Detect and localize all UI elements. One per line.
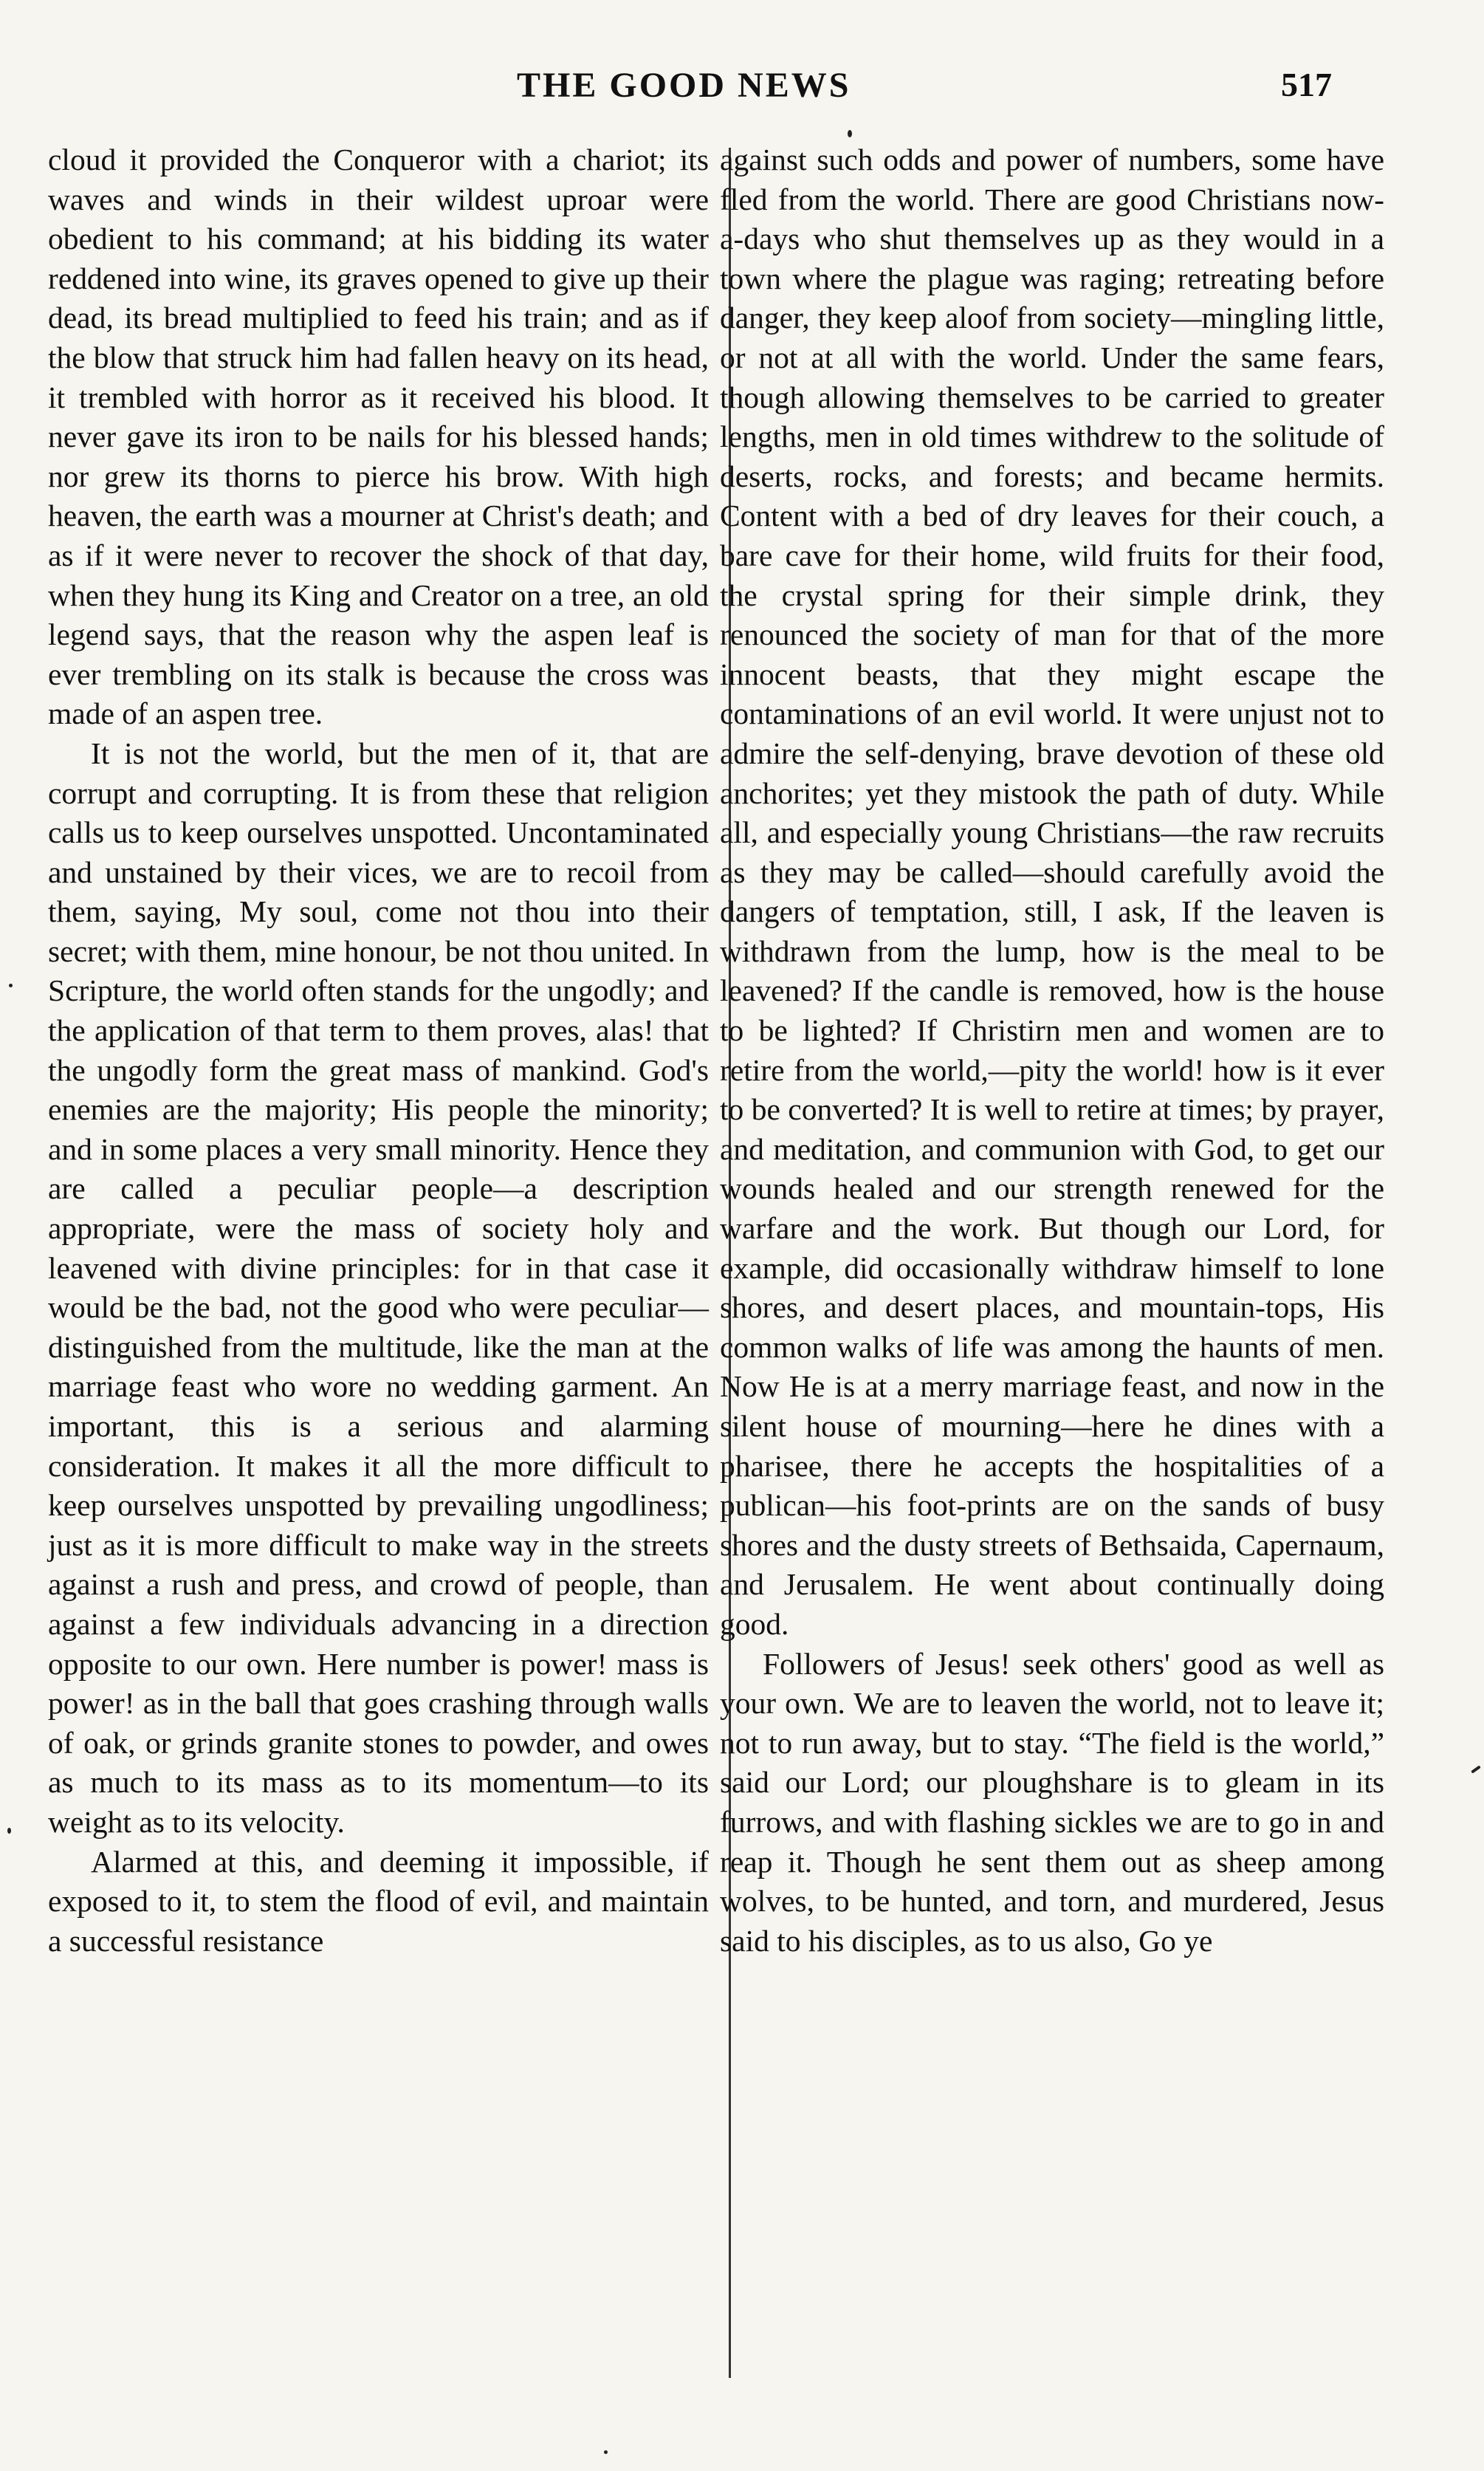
page-title: THE GOOD NEWS <box>517 66 851 105</box>
running-header <box>0 65 1484 117</box>
right-paragraph-2: Followers of Jesus! seek others' good as well as your own. We are to leaven the world, not to leave it; not to run away, but to stay. “The field is the world,” said our Lord; our ploughshare is to gleam in its furrows, and with flashing sickles we are to go in and reap it. Though he sent them out as sheep among wolves, to be hunted, and torn, and murdered, Jesus said to his disciples, as to us also, Go ye <box>720 1646 1384 1958</box>
ink-speck <box>9 984 13 987</box>
left-column <box>48 140 709 1961</box>
right-paragraph-1: against such odds and power of numbers, some have fled from the world. There are good Christians now-a-days who shut themselves up as they would in a town where the plague was raging; retreating before danger, they keep aloof from society—mingling little, or not at all with the world. Under the same fears, though allowing themselves to be carried to greater lengths, men in old times withdrew to the solitude of deserts, rocks, and forests; and became hermits. Content with a bed of dry leaves for their couch, a bare cave for their home, wild fruits for their food, the crystal spring for their simple drink, they renounced the society of man for that of the more innocent beasts, that they might escape the contaminations of an evil world. It were unjust not to admire the self-denying, brave devotion of these old anchorites; yet they mistook the path of duty. While all, and especially young Christians—the raw recruits as they may be called—should carefully avoid the dangers of temptation, still, I ask, If the leaven is withdrawn from the lump, how is the meal to be leavened? If the candle is removed, how is the house to be lighted? If Christirn men and women are to retire from the world,—pity the world! how is it ever to be converted? It is well to retire at times; by prayer, and meditation, and communion with God, to get our wounds healed and our strength renewed for the warfare and the work. But though our Lord, for example, did occasionally withdraw himself to lone shores, and desert places, and mountain-tops, His common walks of life was among the haunts of men. Now He is at a merry marriage feast, and now in the silent house of mourning—here he dines with a pharisee, there he accepts the hospitalities of a publican—his foot-prints are on the sands of busy shores and the dusty streets of Bethsaida, Capernaum, and Jerusalem. He went about continually doing good. <box>720 143 1384 1641</box>
ink-speck <box>604 2450 608 2454</box>
left-paragraph-1: cloud it provided the Conqueror with a chariot; its waves and winds in their wildest uproar were obedient to his command; at his bidding its water reddened into wine, its graves opened to give up their dead, its bread multiplied to feed his train; and as if the blow that struck him had fallen heavy on its head, it trembled with horror as it received his blood. It never gave its iron to be nails for his blessed hands; nor grew its thorns to pierce his brow. With high heaven, the earth was a mourner at Christ's death; and as if it were never to recover the shock of that day, when they hung its King and Creator on a tree, an old legend says, that the reason why the aspen leaf is ever trembling on its stalk is because the cross was made of an aspen tree. <box>48 143 709 731</box>
ink-speck <box>848 130 852 137</box>
page-number: 517 <box>1281 66 1332 103</box>
left-paragraph-2: It is not the world, but the men of it, that are corrupt and corrupting. It is from these that religion calls us to keep ourselves unspotted. Uncontaminated and unstained by their vices, we are to recoil from them, saying, My soul, come not thou into their secret; with them, mine honour, be not thou united. In Scripture, the world often stands for the ungodly; and the application of that term to them proves, alas! that the ungodly form the great mass of mankind. God's enemies are the majority; His people the minority; and in some places a very small minority. Hence they are called a peculiar people—a description appropriate, were the mass of society holy and leavened with divine principles: for in that case it would be the bad, not the good who were peculiar—distinguished from the multitude, like the man at the marriage feast who wore no wedding garment. An important, this is a serious and alarming consideration. It makes it all the more difficult to keep ourselves unspotted by prevailing ungodliness; just as it is more difficult to make way in the streets against a rush and press, and crowd of people, than against a few individuals advancing in a direction opposite to our own. Here number is power! mass is power! as in the ball that goes crashing through walls of oak, or grinds granite stones to powder, and owes as much to its mass as to its momentum—to its weight as to its velocity. <box>48 736 709 1839</box>
left-paragraph-3: Alarmed at this, and deeming it impossible, if exposed to it, to stem the flood of evil, and maintain a successful resistance <box>48 1844 709 1958</box>
ink-speck <box>1471 1765 1481 1773</box>
ink-speck <box>7 1828 11 1834</box>
right-column <box>720 140 1384 1961</box>
